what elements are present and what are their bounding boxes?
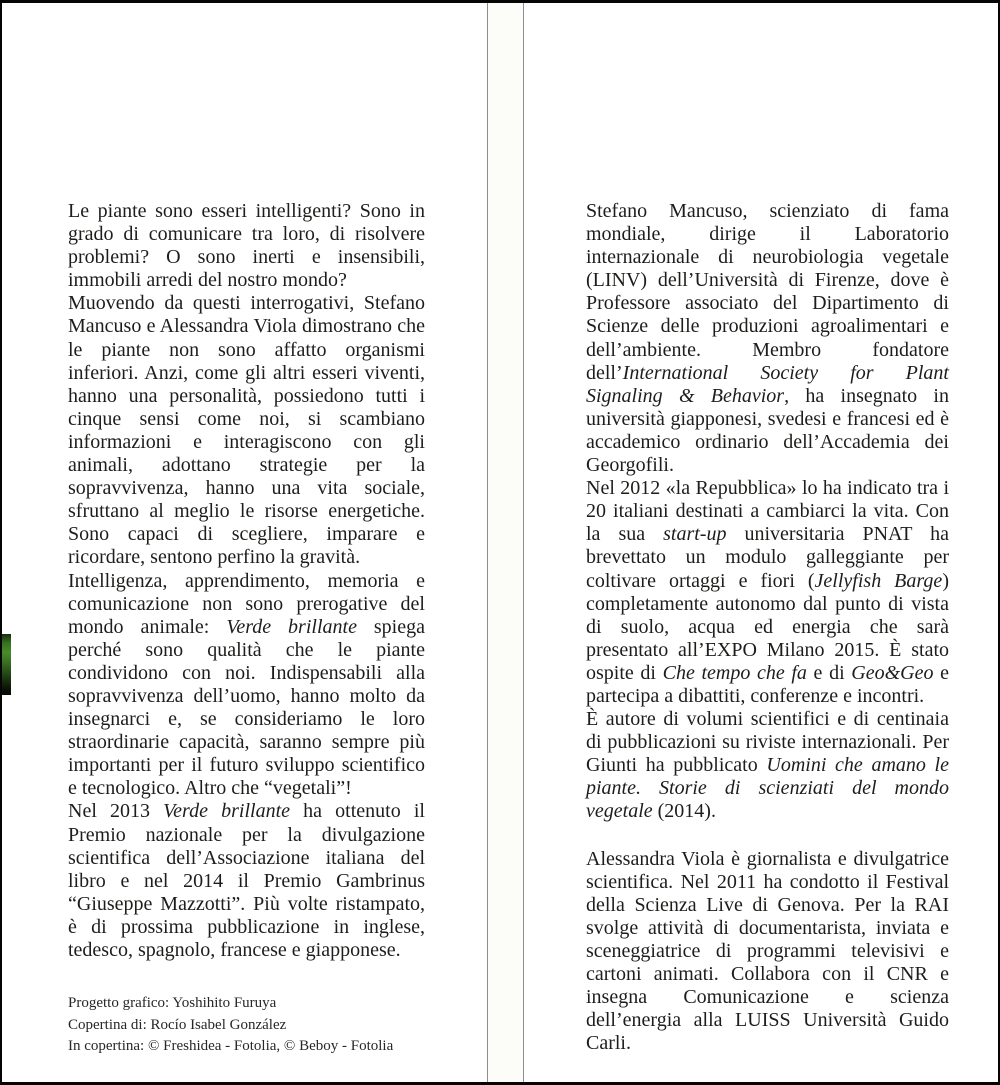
author-bio-mancuso-paragraph-1: Stefano Mancuso, scienziato di fama mondiale, dirige il Laboratorio internazionale di neurobiologia vegetale (LINV) dell’Università di Firenze, dove è Professore associato del Dipartimento di Scienze delle produzioni agroalimentari e dell’ambiente. Membro fondatore dell’International Society for Plant Signaling & Behavior, ha insegnato in università giapponesi, svedesi e francesi ed è accademico ordinario dell’Accademia dei Georgofili. <box>586 200 949 477</box>
fold-line-left <box>487 3 488 1082</box>
left-flap-paragraph-4: Nel 2013 Verde brillante ha ottenuto il Premio nazionale per la divulgazione scientifica dell’Associazione italiana del libro e nel 2014 il Premio Gambrinus “Giuseppe Mazzotti”. Più volte ristampato, è di prossima pubblicazione in inglese, tedesco, spagnolo, francese e giapponese. <box>68 800 425 961</box>
credit-line-photos: In copertina: © Freshidea - Fotolia, © Beboy - Fotolia <box>68 1038 394 1054</box>
credit-line-cover: Copertina di: Rocío Isabel González <box>68 1016 287 1033</box>
credit-line-design: Progetto grafico: Yoshihito Furuya <box>68 995 277 1011</box>
left-flap-text-column <box>68 200 425 962</box>
fold-line-right <box>523 3 524 1082</box>
left-flap-paragraph-2: Muovendo da questi interrogativi, Stefano Mancuso e Alessandra Viola dimostrano che le piante non sono affatto organismi inferiori. Anzi, come gli altri esseri viventi, hanno una personalità, possiedono tutti i cinque sensi come noi, si scambiano informazioni e interagiscono con gli animali, adottano strategie per la sopravvivenza, hanno una vita sociale, sfruttano al meglio le risorse energetiche. Sono capaci di scegliere, imparare e ricordare, sentono perfino la gravità. <box>68 292 425 569</box>
author-bio-mancuso-paragraph-2: Nel 2012 «la Repubblica» lo ha indicato tra i 20 italiani destinati a cambiarci la vita. Con la sua start-up universitaria PNAT ha brevettato un modulo galleggiante per coltivare ortaggi e fiori (Jellyfish Barge) completamente autonomo dal punto di vista di suolo, acqua ed energia che sarà presentato all’EXPO Milano 2015. È stato ospite di Che tempo che fa e di Geo&Geo e partecipa a dibattiti, conferenze e incontri. <box>586 477 949 707</box>
left-flap-paragraph-3: Intelligenza, apprendimento, memoria e comunicazione non sono prerogative del mondo animale: Verde brillante spiega perché sono qualità che le piante condividono con noi. Indispensabili alla sopravvivenza dell’uomo, hanno molto da insegnarci e, se consideriamo le loro straordinarie capacità, saranno sempre più importanti per il futuro sviluppo scientifico e tecnologico. Altro che “vegetali”! <box>68 569 425 800</box>
left-flap-paragraph-1: Le piante sono esseri intelligenti? Sono in grado di comunicare tra loro, di risolvere problemi? O sono inerti e insensibili, immobili arredi del nostro mondo? <box>68 200 425 292</box>
spine-fold-gutter <box>488 3 523 1082</box>
right-flap-text-column <box>586 200 949 1055</box>
author-bio-mancuso-paragraph-3: È autore di volumi scientifici e di centinaia di pubblicazioni su riviste internazionali. Per Giunti ha pubblicato Uomini che amano le piante. Storie di scienziati del mondo vegetale (2014). <box>586 708 949 823</box>
cover-photo-sliver <box>2 634 11 695</box>
jacket-credits <box>68 993 393 1058</box>
author-bio-viola-paragraph: Alessandra Viola è giornalista e divulgatrice scientifica. Nel 2011 ha condotto il Festival della Scienza Live di Genova. Per la RAI svolge attività di documentarista, inviata e sceneggiatrice di programmi televisivi e cartoni animati. Collabora con il CNR e insegna Comunicazione e scienza dell’energia alla LUISS Università Guido Carli. <box>586 847 949 1055</box>
